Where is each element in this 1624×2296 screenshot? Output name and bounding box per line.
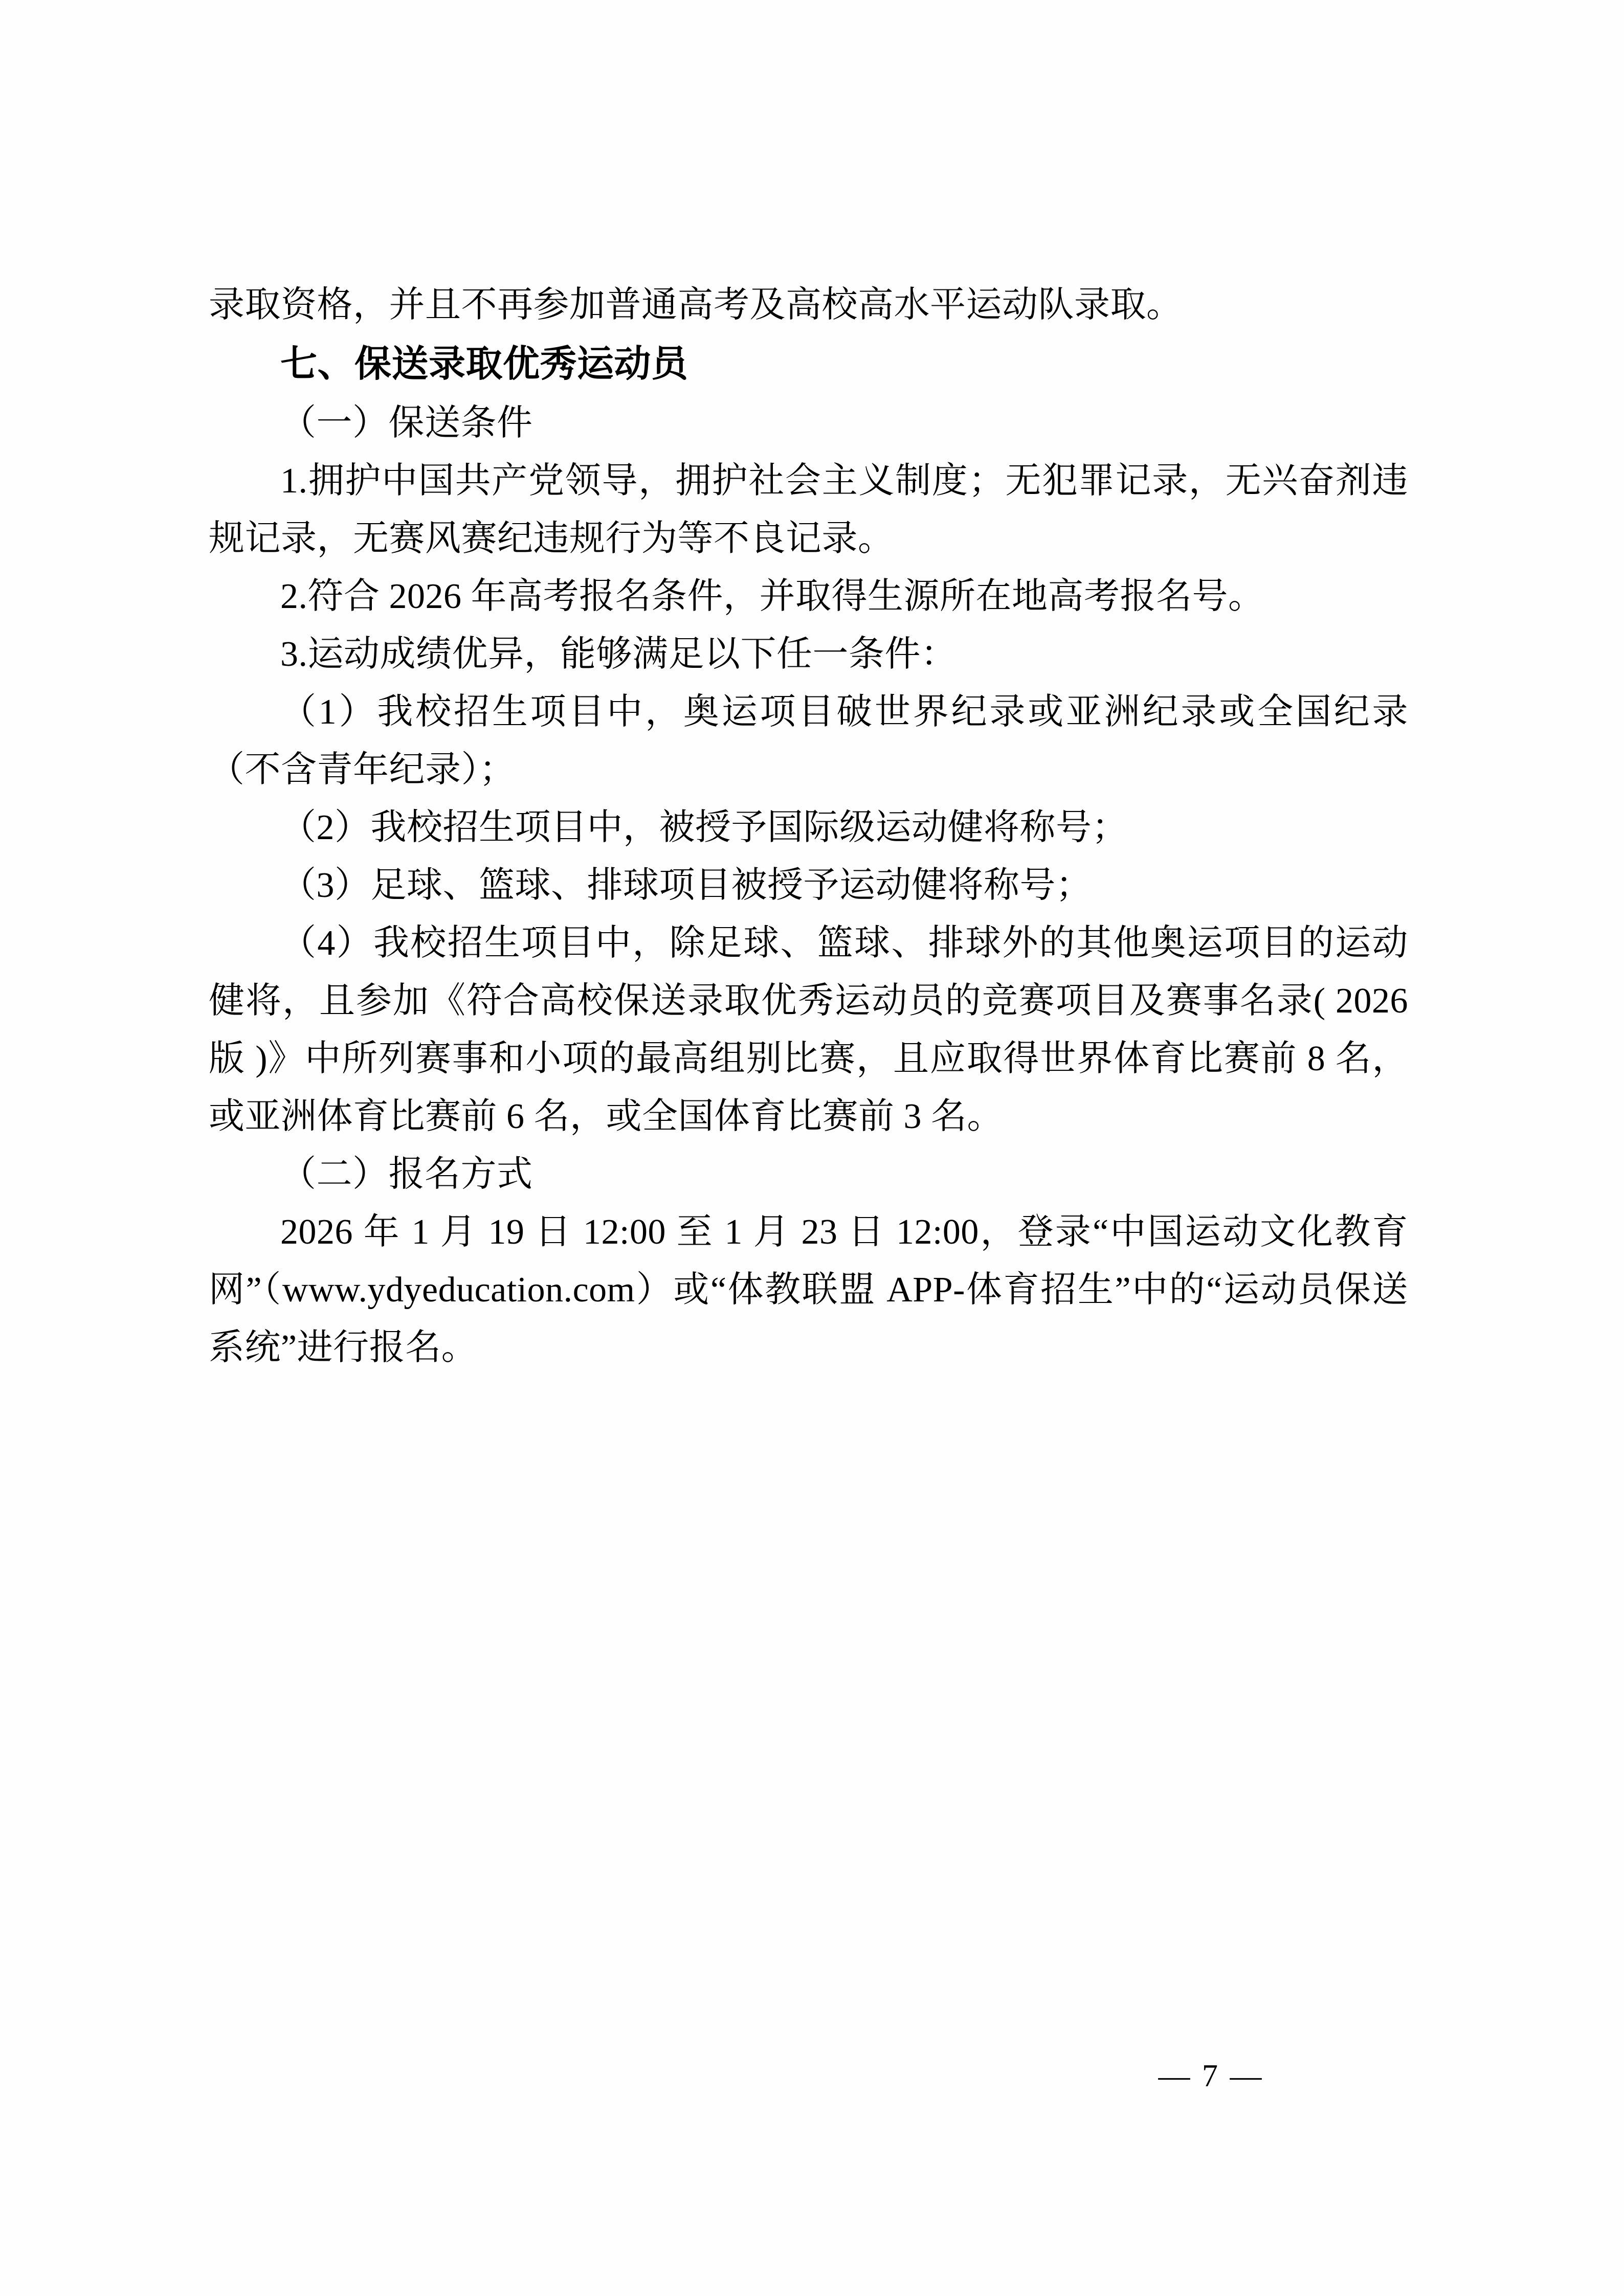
section-heading-7: 七、保送录取优秀运动员 bbox=[280, 344, 688, 385]
paragraph-carryover-line: 录取资格，并且不再参加普通高考及高校高水平运动队录取。 bbox=[209, 285, 1183, 325]
condition-2: 2.符合 2026 年高考报名条件，并取得生源所在地高考报名号。 bbox=[280, 577, 1264, 616]
condition-3-item-1: （1）我校招生项目中，奥运项目破世界纪录或亚洲纪录或全国纪录（不含青年纪录）； bbox=[209, 692, 1408, 790]
condition-1: 1.拥护中国共产党领导，拥护社会主义制度；无犯罪记录，无兴奋剂违规记录，无赛风赛纪违规行为等不良记录。 bbox=[209, 461, 1408, 558]
condition-3-item-2: （2）我校招生项目中，被授予国际级运动健将称号； bbox=[280, 808, 1128, 847]
condition-3-item-4: （4）我校招生项目中，除足球、篮球、排球外的其他奥运项目的运动健将，且参加《符合高校保送录取优秀运动员的竞赛项目及赛事名录( 2026 版 )》中所列赛事和小项的最高组别比赛，且应取得世界体育比赛前 8 名，或亚洲体育比赛前 6 名，或全国体育比赛前 3 名。 bbox=[209, 924, 1408, 1136]
page-number: — 7 — bbox=[1158, 2059, 1264, 2094]
page-footer bbox=[0, 2058, 1624, 2095]
document-body bbox=[209, 276, 1408, 1377]
subsection-1-title: （一）保送条件 bbox=[280, 403, 533, 443]
condition-3-item-3: （3）足球、篮球、排球项目被授予运动健将称号； bbox=[280, 866, 1092, 905]
subsection-2-title: （二）报名方式 bbox=[280, 1155, 533, 1194]
registration-method: 2026 年 1 月 19 日 12:00 至 1 月 23 日 12:00，登录“中国运动文化教育网”（www.ydyeducation.com）或“体教联盟 APP-体育招生”中的“运动员保送系统”进行报名。 bbox=[209, 1212, 1408, 1367]
condition-3: 3.运动成绩优异，能够满足以下任一条件： bbox=[280, 635, 957, 674]
